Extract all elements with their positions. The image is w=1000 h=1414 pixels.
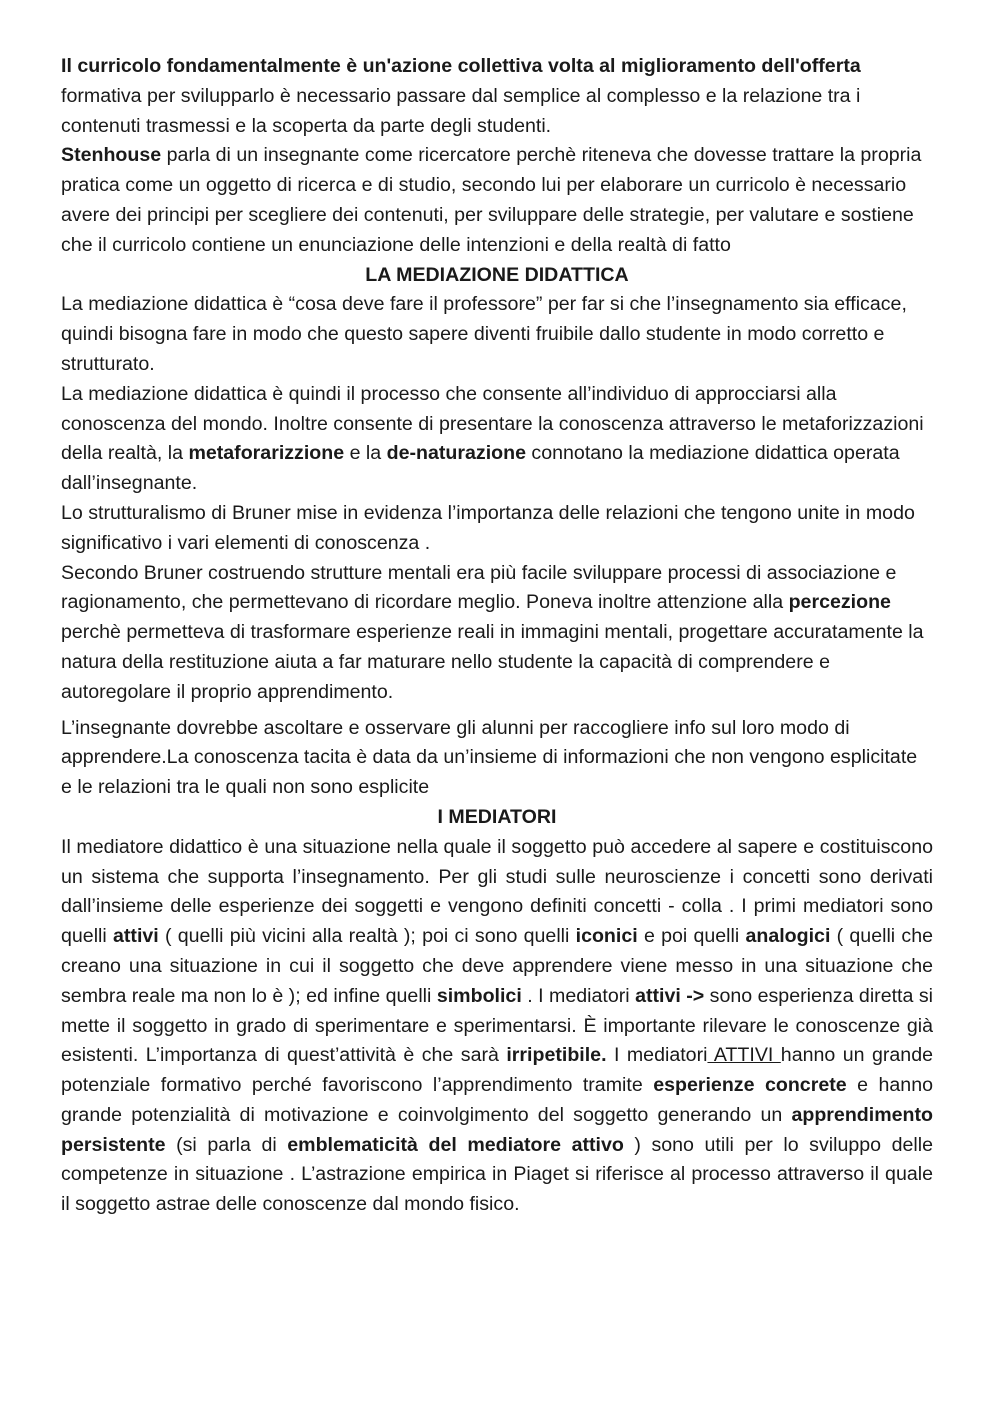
term-emblematicita: emblematicità del mediatore attivo <box>287 1133 624 1156</box>
mediatori-text-3: e poi quelli <box>637 925 746 948</box>
term-esperienze-concrete: esperienze concrete <box>653 1074 847 1097</box>
mediatori-text-8: hanno un grande potenziale formativo perché favoriscono l’apprendimento tramite <box>61 1044 933 1097</box>
term-attivi-arrow: attivi -> <box>635 984 705 1007</box>
mediazione-paragraph-5: L’insegnante dovrebbe ascoltare e osservare gli alunni per raccogliere info sul loro modo di apprendere.La conoscenza tacita è data da un’insieme di informazioni che non vengono esplicitate e le relazioni tra le quali non sono esplicite <box>61 716 918 799</box>
mediatori-text-10: (si parla di <box>165 1133 288 1156</box>
mediatori-text-4: ( quelli che creano una situazione in cui il soggetto che deve apprendere viene messo in una situazione che sembra reale ma non lo è ); ed infine quelli <box>61 925 933 1007</box>
mediatori-text-11: ) sono utili per lo sviluppo delle competenze in situazione . L’astrazione empirica in Piaget si riferisce al processo attraverso il quale il soggetto astrae delle conoscenze dal mondo fisico. <box>61 1133 933 1216</box>
mediazione-paragraph-2 <box>61 380 933 499</box>
term-apprendimento-persistente: apprendimento persistente <box>61 1103 933 1156</box>
term-simbolici: simbolici <box>436 984 522 1007</box>
mediazione-p2-text-a: La mediazione didattica è quindi il processo che consente all’individuo di approcciarsi alla conoscenza del mondo. Inoltre consente di presentare la conoscenza attraverso le metaforizzazioni della realtà, la <box>61 382 924 465</box>
mediazione-p4-text-c: perchè permetteva di trasformare esperienze reali in immagini mentali, progettare accuratamente la natura della restituzione aiuta a far maturare nello studente la capacità di comprendere e autoregolare il proprio apprendimento. <box>61 621 924 703</box>
mediazione-paragraph-1: La mediazione didattica è “cosa deve fare il professore” per far si che l’insegnamento sia efficace, quindi bisogna fare in modo che questo sapere diventi fruibile dallo studente in modo corretto e strutturato. <box>61 293 907 375</box>
term-attivi: attivi <box>113 925 159 948</box>
term-percezione: percezione <box>788 591 891 614</box>
term-de-naturazione: de-naturazione <box>386 442 526 465</box>
mediatori-paragraph <box>61 833 933 1220</box>
mediatori-text-2: ( quelli più vicini alla realtà ); poi ci sono quelli <box>158 925 576 948</box>
mediatori-text-9: e hanno grande potenzialità di motivazione e coinvolgimento del soggetto generando un <box>61 1074 933 1126</box>
mediatori-text-7: I mediatori <box>606 1044 708 1067</box>
term-iconici: iconici <box>575 925 638 948</box>
intro-paragraph <box>61 52 933 141</box>
term-metaforarizzione: metaforarizzione <box>188 442 345 465</box>
mediatori-text-1: Il mediatore didattico è una situazione nella quale il soggetto può accedere al sapere e costituiscono un sistema che supporta l’insegnamento. Per gli studi sulle neuroscienze i concetti sono derivati dall’insieme delle esperienze dei soggetti e vengono definiti concetti - colla . I primi mediatori sono quelli <box>61 835 933 948</box>
heading-mediazione-didattica: LA MEDIAZIONE DIDATTICA <box>365 263 629 286</box>
document-page <box>61 52 933 1220</box>
stenhouse-text: parla di un insegnante come ricercatore perchè riteneva che dovesse trattare la propria pratica come un oggetto di ricerca e di studio, secondo lui per elaborare un curricolo è necessario avere dei principi per scegliere dei contenuti, per sviluppare delle strategie, per valutare e sostiene che il curricolo contiene un enunciazione delle intenzioni e della realtà di fatto <box>61 144 922 256</box>
mediazione-paragraph-3: Lo strutturalismo di Bruner mise in evidenza l’importanza delle relazioni che tengono unite in modo significativo i vari elementi di conoscenza . <box>61 501 915 554</box>
term-irripetibile: irripetibile. <box>506 1044 607 1067</box>
term-analogici: analogici <box>745 925 831 948</box>
intro-text: formativa per svilupparlo è necessario passare dal semplice al complesso e la relazione tra i contenuti trasmessi e la scoperta da parte degli studenti. <box>61 84 861 137</box>
mediazione-p4-text-a: Secondo Bruner costruendo strutture mentali era più facile sviluppare processi di associazione e ragionamento, che permettevano di ricordare meglio. Poneva inoltre attenzione alla <box>61 561 897 614</box>
mediatori-text-6: sono esperienza diretta si mette il soggetto in grado di sperimentare e sperimentarsi. È importante rilevare le conoscenze già esistenti. L’importanza di quest’attività è che sarà <box>61 984 933 1067</box>
mediazione-paragraph-4 <box>61 559 933 708</box>
term-attivi-underlined: ATTIVI <box>707 1044 781 1067</box>
stenhouse-paragraph <box>61 141 933 260</box>
stenhouse-name: Stenhouse <box>61 144 162 167</box>
mediatori-text-5: . I mediatori <box>521 984 636 1007</box>
mediazione-p2-text-d: connotano la mediazione didattica operata dall’insegnante. <box>61 442 900 495</box>
heading-i-mediatori: I MEDIATORI <box>437 805 557 828</box>
mediazione-p2-text-c: e la <box>344 442 387 465</box>
intro-bold-phrase: Il curricolo fondamentalmente è un'azione collettiva volta al miglioramento dell'offerta <box>61 55 861 77</box>
